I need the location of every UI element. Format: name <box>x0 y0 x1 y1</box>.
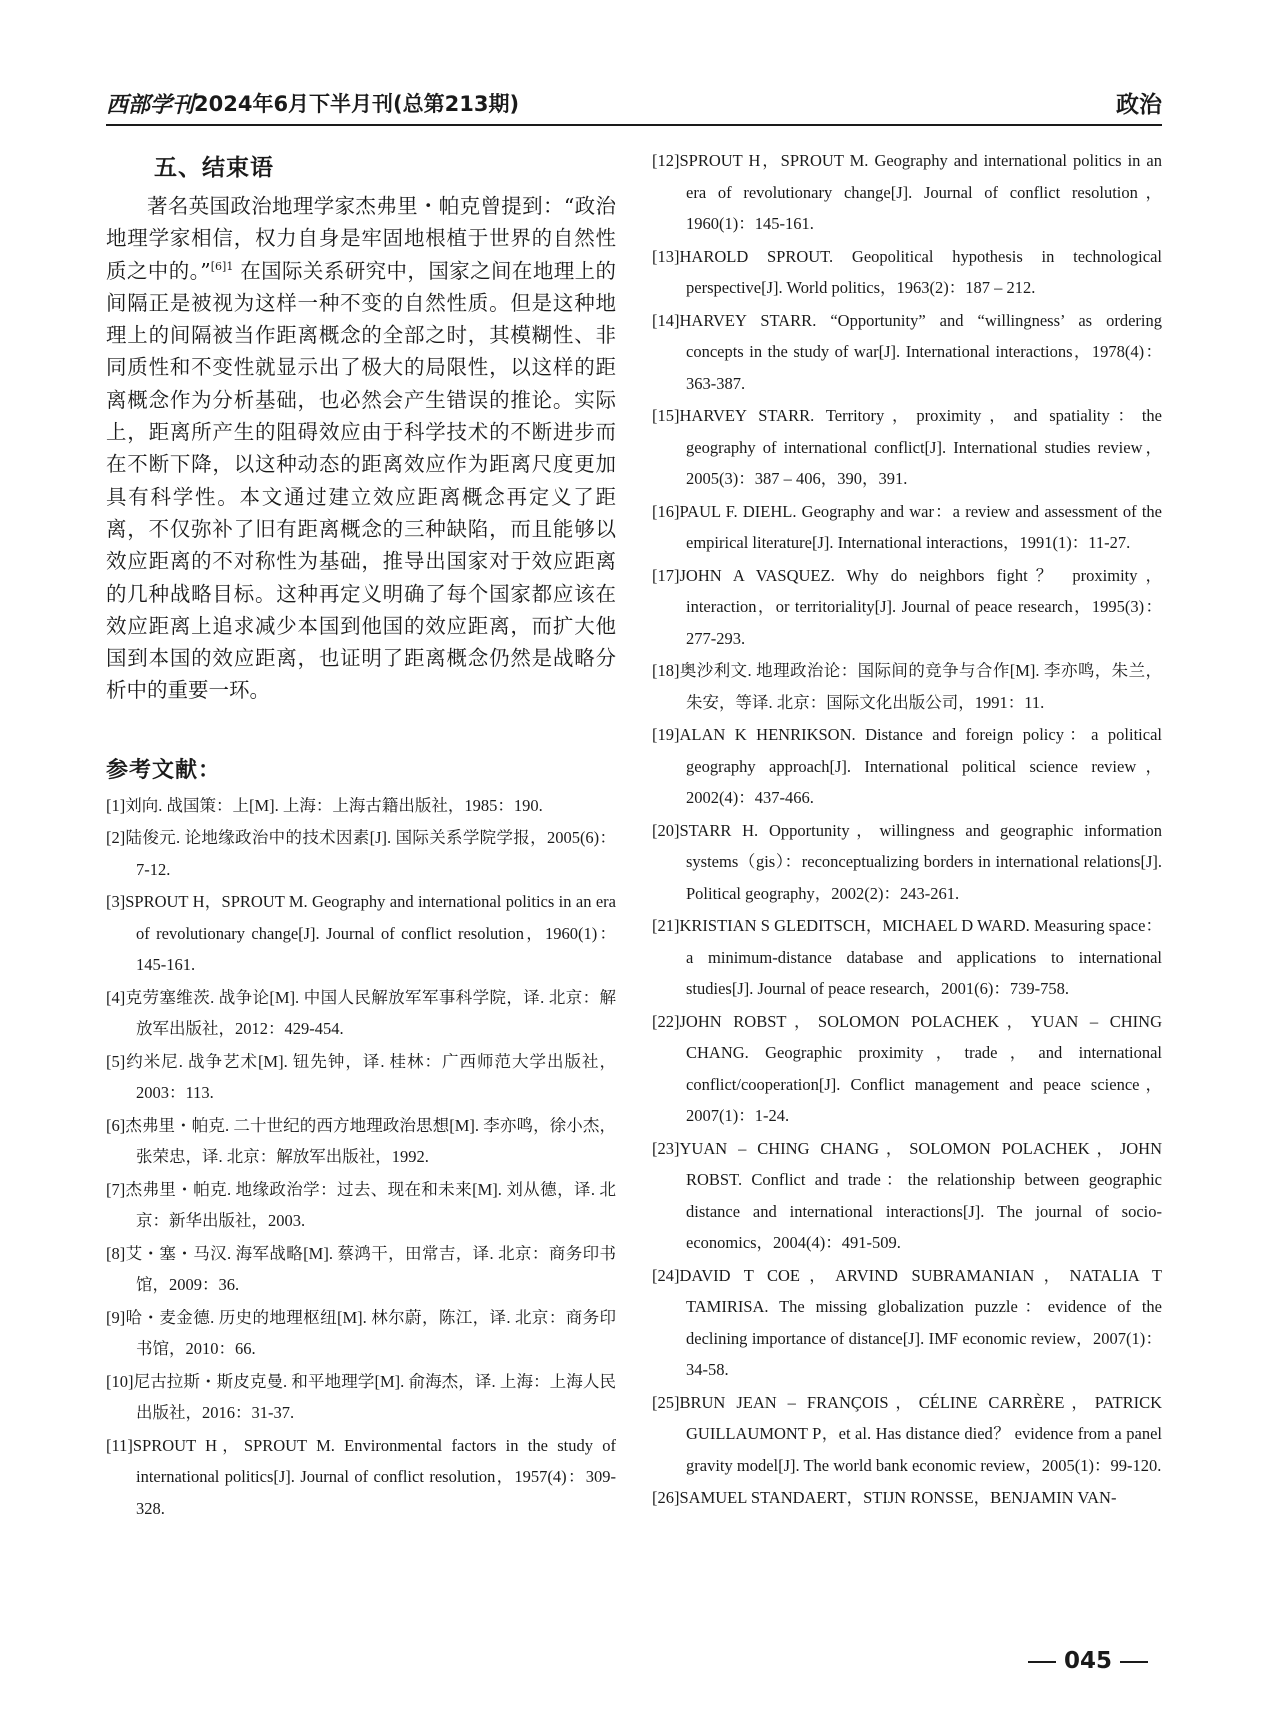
reference-item: [26]SAMUEL STANDAERT，STIJN RONSSE，BENJAMIN VAN- <box>652 1488 1117 1507</box>
header-divider <box>106 124 1162 126</box>
reference-item: [2]陆俊元. 论地缘政治中的技术因素[J]. 国际关系学院学报，2005(6)：7-12. <box>106 828 616 879</box>
reference-item: [16]PAUL F. DIEHL. Geography and war：a review and assessment of the empirical literature[J]. International interactions，1991(1)：11-27. <box>652 501 1162 552</box>
reference-item: [14]HARVEY STARR. “Opportunity” and “willingness’ as ordering concepts in the study of war[J]. International interactions，1978(4)：363-387. <box>652 310 1162 393</box>
reference-item: [17]JOHN A VASQUEZ. Why do neighbors fight？ proximity，interaction，or territoriality[J]. Journal of peace research，1995(3)：277-293. <box>652 565 1162 648</box>
page-number: 045 <box>1020 1648 1156 1674</box>
reference-item: [9]哈・麦金德. 历史的地理枢纽[M]. 林尔蔚，陈江，译. 北京：商务印书馆，2010：66. <box>106 1307 616 1359</box>
citation-mark: [6]1 <box>210 259 234 273</box>
reference-item: [6]杰弗里・帕克. 二十世纪的西方地理政治思想[M]. 李亦鸣，徐小杰，张荣忠，译. 北京：解放军出版社，1992. <box>106 1115 616 1167</box>
reference-item: [24]DAVID T COE，ARVIND SUBRAMANIAN，NATALIA T TAMIRISA. The missing globalization puzzle：evidence of the declining importance of distance[J]. IMF economic review，2007(1)：34-58. <box>652 1265 1162 1379</box>
reference-item: [20]STARR H. Opportunity，willingness and geographic information systems（gis）：reconceptualizing borders in international relations[J]. Political geography，2002(2)：243-261. <box>652 820 1162 903</box>
reference-item: [8]艾・塞・马汉. 海军战略[M]. 蔡鸿干，田常吉，译. 北京：商务印书馆，2009：36. <box>106 1243 616 1295</box>
conclusion-text: 著名英国政治地理学家杰弗里・帕克曾提到：“政治地理学家相信，权力自身是牢固地根植于世界的自然性质之中的。” <box>106 194 616 283</box>
reference-item: [23]YUAN – CHING CHANG，SOLOMON POLACHEK，JOHN ROBST. Conflict and trade：the relationship between geographic distance and international interactions[J]. The journal of socio-economics，2004(4)：491-509. <box>652 1138 1162 1252</box>
reference-item: [22]JOHN ROBST，SOLOMON POLACHEK，YUAN – CHING CHANG. Geographic proximity，trade，and international conflict/cooperation[J]. Conflict management and peace science，2007(1)：1-24. <box>652 1011 1162 1125</box>
reference-item: [25]BRUN JEAN – FRANÇOIS，CÉLINE CARRÈRE，PATRICK GUILLAUMONT P，et al. Has distance died？ evidence from a panel gravity model[J]. The world bank economic review，2005(1)：99-120. <box>652 1392 1162 1475</box>
section-label: 政治 <box>1116 92 1162 118</box>
reference-item: [4]克劳塞维茨. 战争论[M]. 中国人民解放军军事科学院，译. 北京：解放军出版社，2012：429-454. <box>106 987 616 1039</box>
journal-logo: 西部学刊 <box>106 92 195 118</box>
reference-item: [3]SPROUT H，SPROUT M. Geography and international politics in an era of revolutionary change[J]. Journal of conflict resolution，1960(1)：145-161. <box>106 892 616 975</box>
reference-item: [19]ALAN K HENRIKSON. Distance and foreign policy：a political geography approach[J]. International political science review，2002(4)：437-466. <box>652 725 1162 807</box>
reference-list-right <box>652 145 1162 1514</box>
reference-list-left <box>106 790 616 1525</box>
issue-info: 2024年6月下半月刊(总第213期) <box>194 92 520 116</box>
reference-item: [13]HAROLD SPROUT. Geopolitical hypothesis in technological perspective[J]. World politics，1963(2)：187 – 212. <box>652 246 1162 297</box>
reference-item: [5]约米尼. 战争艺术[M]. 钮先钟，译. 桂林：广西师范大学出版社，2003：113. <box>106 1051 616 1103</box>
section-heading: 五、结束语 <box>154 155 274 181</box>
reference-item: [10]尼古拉斯・斯皮克曼. 和平地理学[M]. 俞海杰，译. 上海：上海人民出版社，2016：31-37. <box>106 1371 616 1423</box>
right-column <box>652 145 1162 1515</box>
conclusion-paragraph <box>106 190 616 707</box>
reference-item: [11]SPROUT H，SPROUT M. Environmental factors in the study of international politics[J]. Journal of conflict resolution，1957(4)：309-328. <box>106 1435 616 1518</box>
reference-item: [21]KRISTIAN S GLEDITSCH，MICHAEL D WARD. Measuring space：a minimum-distance database and applications to international studies[J]. Journal of peace research，2001(6)：739-758. <box>652 916 1162 998</box>
references-heading: 参考文献： <box>106 757 222 783</box>
reference-item: [12]SPROUT H，SPROUT M. Geography and international politics in an era of revolutionary change[J]. Journal of conflict resolution，1960(1)：145-161. <box>652 151 1162 233</box>
conclusion-text-cont: 在国际关系研究中，国家之间在地理上的间隔正是被视为这样一种不变的自然性质。但是这种地理上的间隔被当作距离概念的全部之时，其模糊性、非同质性和不变性就显示出了极大的局限性，以这样的距离概念作为分析基础，也必然会产生错误的推论。实际上，距离所产生的阻碍效应由于科学技术的不断进步而在不断下降，以这种动态的距离效应作为距离尺度更加具有科学性。本文通过建立效应距离概念再定义了距离，不仅弥补了旧有距离概念的三种缺陷，而且能够以效应距离的不对称性为基础，推导出国家对于效应距离的几种战略目标。这种再定义明确了每个国家都应该在效应距离上追求减少本国到他国的效应距离，而扩大他国到本国的效应距离，也证明了距离概念仍然是战略分析中的重要一环。 <box>106 258 617 703</box>
left-column <box>106 145 616 1525</box>
reference-item: [15]HARVEY STARR. Territory，proximity，and spatiality：the geography of international conflict[J]. International studies review，2005(3)：387 – 406，390，391. <box>652 406 1162 488</box>
page-header <box>106 86 1162 124</box>
reference-item: [1]刘向. 战国策：上[M]. 上海：上海古籍出版社，1985：190. <box>106 795 543 815</box>
reference-item: [18]奥沙利文. 地理政治论：国际间的竞争与合作[M]. 李亦鸣，朱兰，朱安，等译. 北京：国际文化出版公司，1991：11. <box>652 661 1162 712</box>
reference-item: [7]杰弗里・帕克. 地缘政治学：过去、现在和未来[M]. 刘从德，译. 北京：新华出版社，2003. <box>106 1179 616 1231</box>
